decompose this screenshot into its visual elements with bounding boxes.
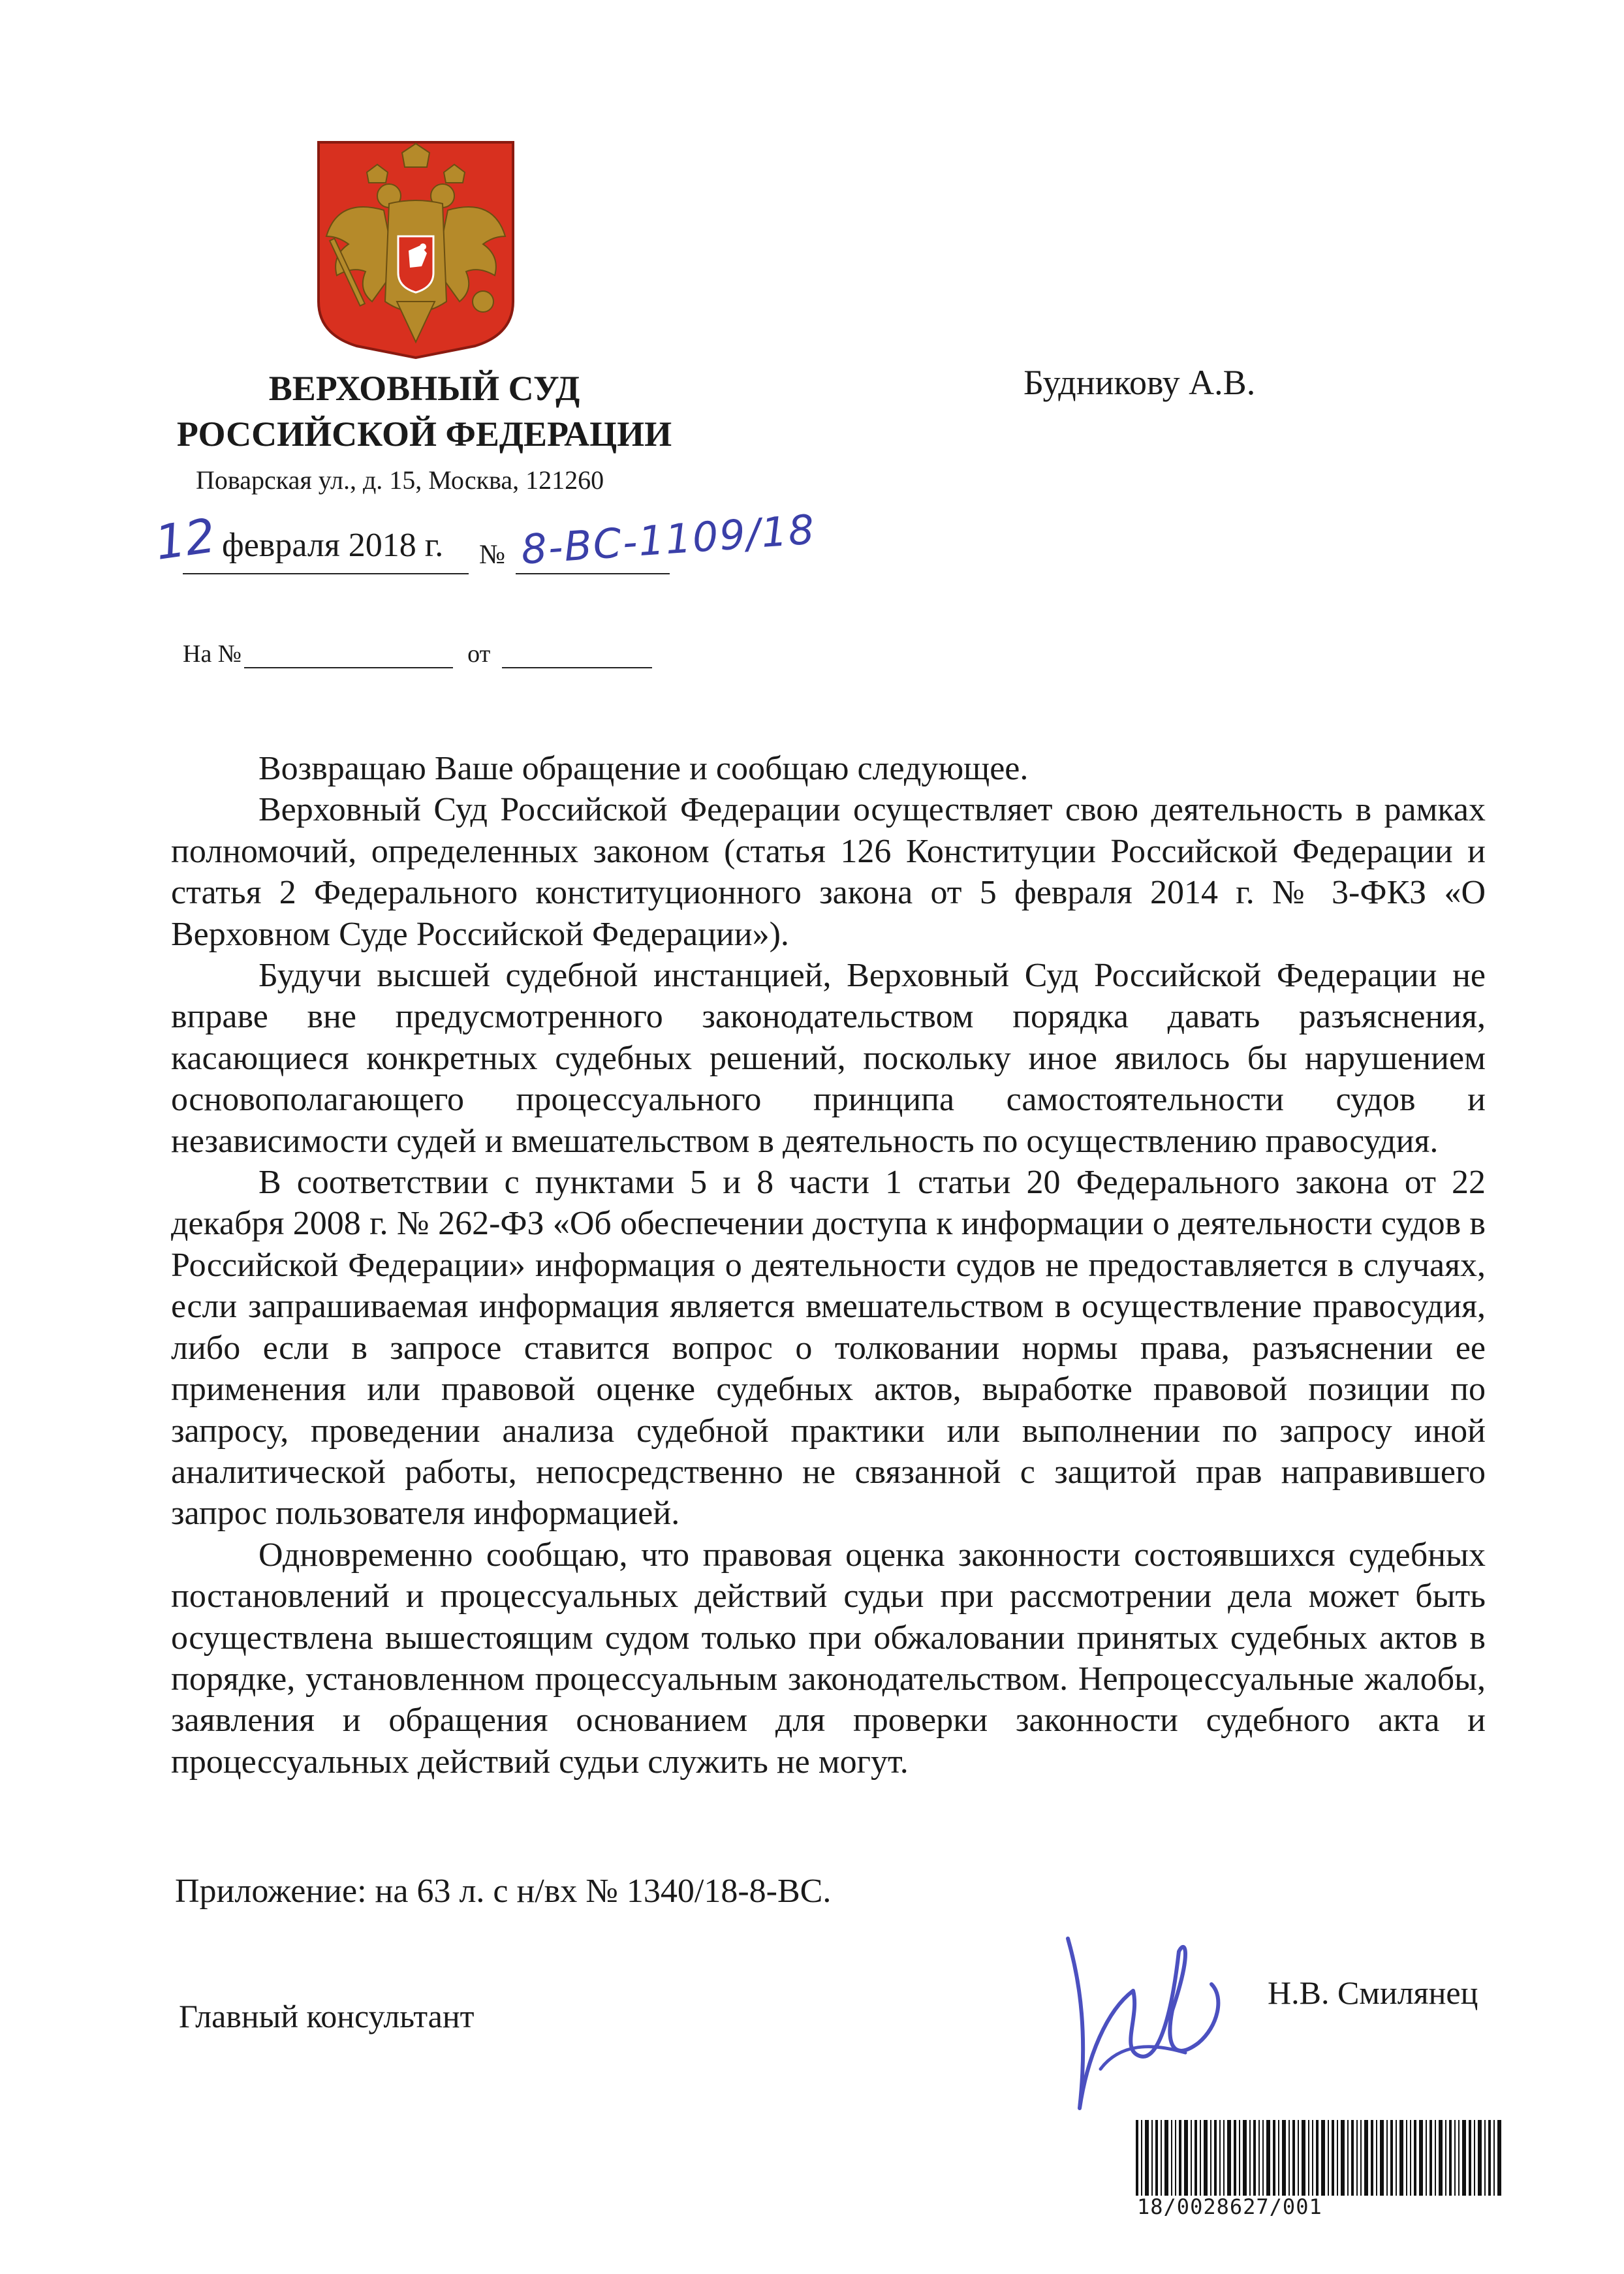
handwritten-signature xyxy=(1042,1912,1238,2128)
court-name-line1: ВЕРХОВНЫЙ СУД xyxy=(268,369,580,408)
reference-number-blank xyxy=(244,645,453,668)
barcode xyxy=(1136,2120,1501,2196)
number-label: № xyxy=(479,540,506,570)
coat-of-arms-emblem xyxy=(312,138,520,360)
recipient-name: Будникову А.В. xyxy=(1023,363,1256,402)
attachment-note: Приложение: на 63 л. с н/вх № 1340/18-8-ВС. xyxy=(175,1873,832,1910)
letter-body xyxy=(171,748,1486,1783)
court-name xyxy=(150,366,698,457)
reference-date-blank xyxy=(502,645,652,668)
date-text: февраля 2018 г. xyxy=(222,527,444,564)
signer-position: Главный консультант xyxy=(179,1998,475,2034)
court-address: Поварская ул., д. 15, Москва, 121260 xyxy=(196,465,604,495)
court-name-line2: РОССИЙСКОЙ ФЕДЕРАЦИИ xyxy=(176,414,672,454)
handwritten-registration-number: 8-ВС-1109/18 xyxy=(520,505,817,574)
signer-name: Н.В. Смилянец xyxy=(1268,1974,1478,2011)
paragraph: Возвращаю Ваше обращение и сообщаю следующее. xyxy=(258,750,1029,787)
paragraph: В соответствии с пунктами 5 и 8 части 1 статьи 20 Федерального закона от 22 декабря 2008 г. № 262-ФЗ «Об обеспечении доступа к информации о деятельности судов в Российской Федерации» информация о деятельности судов не предоставляется в случаях, если запрашиваемая информация является вмешательством в осуществление правосудия, либо если в запросе ставится вопрос о толковании нормы права, разъяснении ее применения или правовой оценке судебных актов, выработке правовой позиции по запросу, проведении анализа судебной практики или выполнении по запросу иной аналитической работы, непосредственно не связанной с защитой прав направившего запрос пользователя информацией. xyxy=(171,1164,1486,1533)
paragraph: Верховный Суд Российской Федерации осуществляет свою деятельность в рамках полномочий, определенных законом (статья 126 Конституции Российской Федерации и статья 2 Федерального конституционного закона от 5 февраля 2014 г. № 3-ФКЗ «О Верховном Суде Российской Федерации»). xyxy=(171,791,1486,953)
reference-line xyxy=(183,640,652,668)
handwritten-date-day: 12 xyxy=(151,508,219,570)
paragraph: Одновременно сообщаю, что правовая оценка законности состоявшихся судебных постановлений и процессуальных действий судьи при рассмотрении дела может быть осуществлена вышестоящим судом только при обжаловании принятых судебных актов в порядке, установленном процессуальным законодательством. Непроцессуальные жалобы, заявления и обращения основанием для проверки законности судебного акта и процессуальных действий судьи служить не могут. xyxy=(171,1536,1486,1781)
reference-from-label: от xyxy=(467,640,491,668)
barcode-number: 18/0028627/001 xyxy=(1137,2194,1322,2219)
paragraph: Будучи высшей судебной инстанцией, Верховный Суд Российской Федерации не вправе вне предусмотренного законодательством порядка давать разъяснения, касающиеся конкретных судебных решений, поскольку иное явилось бы нарушением основополагающего процессуального принципа самостоятельности судов и независимости судей и вмешательством в деятельность по осуществлению правосудия. xyxy=(171,957,1486,1160)
reference-number-label: На № xyxy=(183,640,242,668)
